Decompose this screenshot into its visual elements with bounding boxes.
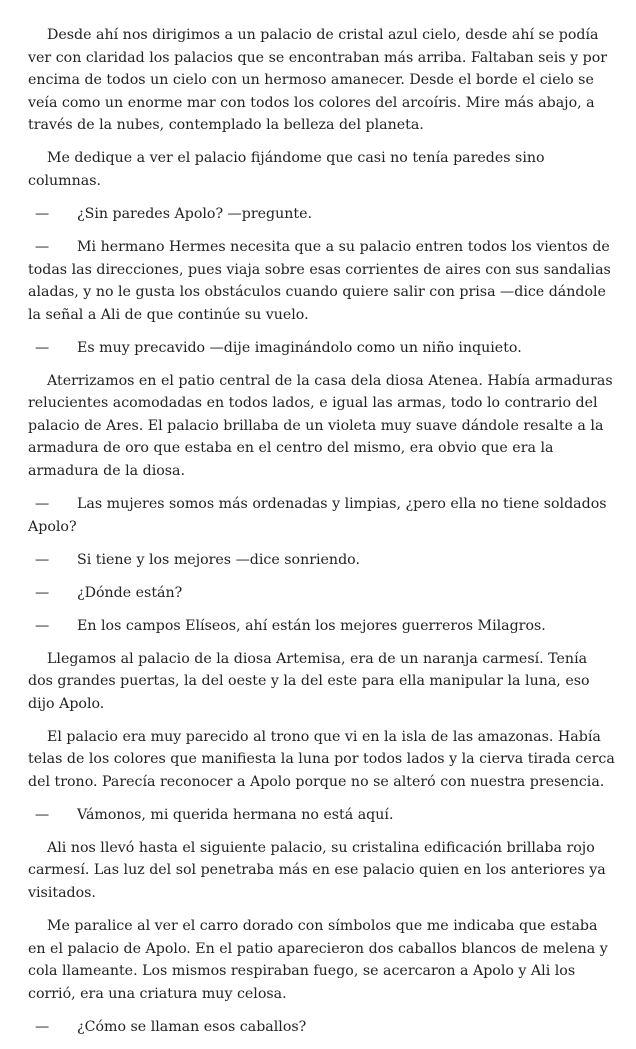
- dialog-dash: —: [35, 496, 50, 513]
- dialog-line-3: [28, 337, 616, 360]
- paragraph-1-text: Desde ahí nos dirigimos a un palacio de cristal azul cielo, desde ahí se podía ver con claridad los palacios que se encontraban más arriba. Faltaban seis y por encima de todos un cielo con un hermoso amanecer. Desde el borde el cielo se veía como un enorme mar con todos los colores del arcoíris. Mire más abajo, a través de la nubes, contemplado la belleza del planeta.: [28, 27, 608, 134]
- paragraph-2: [28, 147, 616, 192]
- dialog-line-8: [28, 804, 616, 827]
- dialog-line-2: [28, 236, 616, 326]
- paragraph-6-text: Ali nos llevó hasta el siguiente palacio, su cristalina edificación brillaba rojo carmesí. Las luz del sol penetraba más en ese palacio quien en los anteriores ya visitados.: [28, 839, 606, 902]
- dialog-line-5-text: Si tiene y los mejores —dice sonriendo.: [77, 551, 360, 568]
- dialog-line-5: [28, 549, 616, 572]
- dialog-line-7: [28, 615, 616, 638]
- dialog-dash: —: [35, 205, 50, 222]
- dialog-line-9-text: ¿Cómo se llaman esos caballos?: [77, 1018, 307, 1035]
- paragraph-6: [28, 837, 616, 905]
- dialog-dash: —: [35, 617, 50, 634]
- dialog-dash: —: [35, 806, 50, 823]
- dialog-dash: —: [35, 339, 50, 356]
- dialog-line-2-text: Mi hermano Hermes necesita que a su palacio entren todos los vientos de todas las direcciones, pues viaja sobre esas corrientes de aires con sus sandalias aladas, y no le gusta los obstáculos cuando quiere salir con prisa —dice dándole la señal a Ali de que continúe su vuelo.: [28, 238, 611, 323]
- dialog-line-1-text: ¿Sin paredes Apolo? —pregunte.: [77, 205, 312, 222]
- dialog-line-7-text: En los campos Elíseos, ahí están los mejores guerreros Milagros.: [77, 617, 546, 634]
- dialog-line-4-text: Las mujeres somos más ordenadas y limpias, ¿pero ella no tiene soldados Apolo?: [28, 496, 607, 535]
- paragraph-5: [28, 726, 616, 794]
- paragraph-4-text: Llegamos al palacio de la diosa Artemisa, era de un naranja carmesí. Tenía dos grandes puertas, la del oeste y la del este para ella manipular la luna, eso dijo Apolo.: [28, 650, 590, 712]
- dialog-dash: —: [35, 238, 50, 255]
- paragraph-3: [28, 370, 616, 483]
- paragraph-5-text: El palacio era muy parecido al trono que vi en la isla de las amazonas. Había telas de los colores que manifiesta la luna por todos lados y la cierva tirada cerca del trono. Parecía reconocer a Apolo porque no se alteró con nuestra presencia.: [28, 728, 615, 790]
- document-page: [28, 24, 616, 1049]
- dialog-dash: —: [35, 551, 50, 568]
- paragraph-3-text: Aterrizamos en el patio central de la casa dela diosa Atenea. Había armaduras relucientes acomodadas en todos lados, e igual las armas, todo lo contrario del palacio de Ares. El palacio brillaba de un violeta muy suave dándole resalte a la armadura de oro que estaba en el centro del mismo, era obvio que era la armadura de la diosa.: [28, 372, 613, 480]
- dialog-dash: —: [35, 1018, 50, 1035]
- paragraph-4: [28, 648, 616, 716]
- dialog-line-8-text: Vámonos, mi querida hermana no está aquí.: [77, 806, 394, 823]
- dialog-line-1: [28, 203, 616, 226]
- paragraph-2-text: Me dedique a ver el palacio fijándome que casi no tenía paredes sino columnas.: [28, 150, 545, 189]
- dialog-line-4: [28, 493, 616, 538]
- dialog-dash: —: [35, 584, 50, 601]
- dialog-line-6: [28, 582, 616, 605]
- dialog-line-9: [28, 1016, 616, 1039]
- paragraph-7: [28, 915, 616, 1005]
- dialog-line-6-text: ¿Dónde están?: [77, 584, 183, 601]
- paragraph-1: [28, 24, 616, 137]
- paragraph-7-text: Me paralice al ver el carro dorado con símbolos que me indicaba que estaba en el palacio de Apolo. En el patio aparecieron dos caballos blancos de melena y cola llameante. Los mismos respiraban fuego, se acercaron a Apolo y Ali los corrió, era una criatura muy celosa.: [28, 918, 608, 1002]
- dialog-line-3-text: Es muy precavido —dije imaginándolo como un niño inquieto.: [77, 339, 522, 356]
